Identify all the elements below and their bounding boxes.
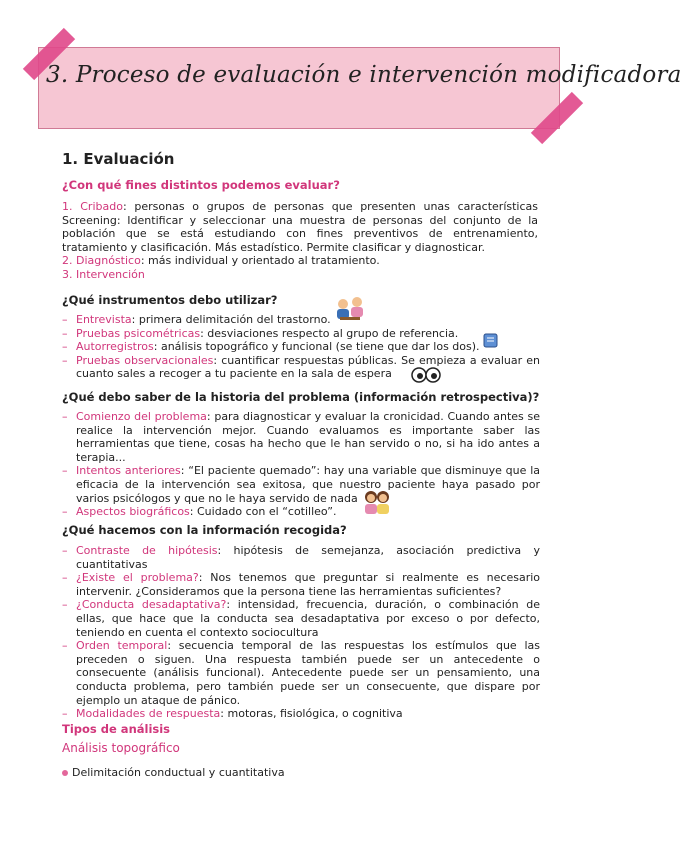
num-2: 2. [62, 254, 73, 268]
historia-list [62, 410, 540, 519]
cribado-text: : personas o grupos de personas que presenten unas características Screening: Identificar y seleccionar una muestra de personas del conjunto de la población que se está estudiando con fines preventivos de entrenamiento, tratamiento y clasificación. Más estadístico. Permite clasificar y diagnosticar. [62, 200, 539, 254]
bullet-item: Delimitación conductual y cuantitativa [62, 766, 285, 779]
informacion-list [62, 544, 540, 721]
title-banner [38, 47, 682, 129]
list-item: – Pruebas observacionales: cuantificar respuestas públicas. Se empieza a evaluar en cuanto sales a recoger a tu paciente en la sala de espera [62, 353, 540, 381]
list-item: – Aspectos biográficos: Cuidado con el “cotilleo”. [62, 505, 337, 519]
list-item: – Contraste de hipótesis: hipótesis de semejanza, asociación predictiva y cuantitativas [62, 544, 540, 571]
list-item: – Comienzo del problema: para diagnosticar y evaluar la cronicidad. Cuando antes se realice la intervención mejor. Cuando evaluamos es importante saber las herramientas que tiene, cosas ha hecho que le han servido o no, si ha ido antes a terapia... [62, 410, 540, 464]
question-instrumentos: ¿Qué instrumentos debo utilizar? [62, 293, 278, 307]
tipos-heading: Tipos de análisis [62, 722, 171, 736]
instrumentos-list [62, 313, 540, 381]
fines-block [62, 200, 538, 282]
list-item: – Entrevista: primera delimitación del trastorno. [62, 313, 331, 326]
list-item: – Pruebas psicométricas: desviaciones respecto al grupo de referencia. [62, 326, 459, 340]
page-title: 3. Proceso de evaluación e intervención modificadora [46, 62, 682, 88]
cribado-label: Cribado [80, 200, 123, 213]
topografico-subheading: Análisis topográfico [62, 741, 180, 755]
list-item: – ¿Existe el problema?: Nos tenemos que preguntar si realmente es necesario intervenir. ¿Consideramos que la persona tiene las herramientas suficientes? [62, 571, 541, 598]
list-item: – Autorregistros: análisis topográfico y funcional (se tiene que dar los dos). [62, 340, 480, 354]
question-fines: ¿Con qué fines distintos podemos evaluar? [62, 178, 340, 192]
num-1: 1. [62, 200, 73, 213]
list-item: – Orden temporal: secuencia temporal de las respuestas los estímulos que las preceden o siguen. Una respuesta también puede ser un antecedente o consecuente (análisis funcional). Antecedente puede ser un pensamiento, una conducta problema, pero también puede ser un consecuente, que dispare por ejemplo un ataque de pánico. [62, 639, 540, 707]
people-talking-icon [334, 296, 366, 324]
num-3: 3. [62, 267, 73, 281]
notebook-icon [483, 333, 498, 348]
section-heading: 1. Evaluación [62, 150, 175, 168]
list-item: – Intentos anteriores: “El paciente quemado”: hay una variable que disminuye que la eficacia de la intervención sea exitosa, que nuestro paciente haya pasado por varios psicólogos y que no le haya servido de nada [62, 464, 540, 505]
diagnostico-text: : más individual y orientado al tratamiento. [140, 254, 380, 268]
question-informacion: ¿Qué hacemos con la información recogida? [62, 523, 347, 537]
question-historia: ¿Qué debo saber de la historia del problema (información retrospectiva)? [62, 390, 540, 404]
gossip-girls-icon [362, 488, 392, 516]
list-item: – ¿Conducta desadaptativa?: intensidad, frecuencia, duración, o combinación de ellas, que hace que la conducta sea desadaptativa por exceso o por defecto, teniendo en cuenta el contexto sociocultura [62, 598, 541, 639]
intervencion-label: Intervención [76, 267, 145, 281]
diagnostico-label: Diagnóstico [76, 254, 141, 268]
list-item: – Modalidades de respuesta: motoras, fisiológica, o cognitiva [62, 707, 403, 721]
bullet-icon [62, 770, 68, 776]
eyes-icon [411, 367, 441, 383]
